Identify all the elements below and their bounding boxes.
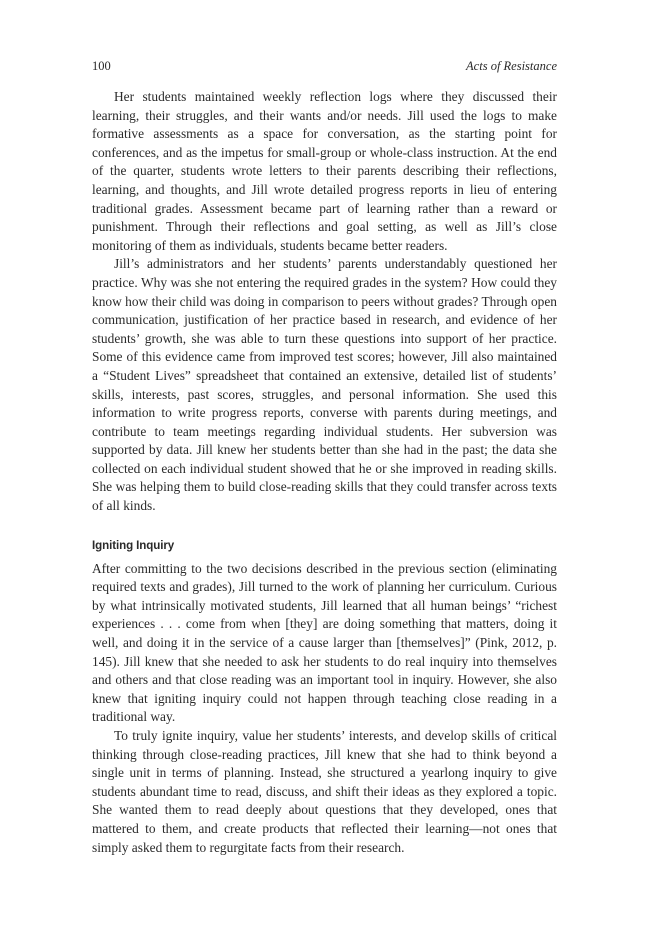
body-paragraph: After committing to the two decisions described in the previous section (eliminating required texts and grades), Jill turned to the work of planning her curriculum. Curious by what intrinsically motivated students, Jill learned that all human beings’ “richest experiences . . . come from when [they] are doing something that matters, doing it well, and doing it in the service of a cause larger than [themselves]” (Pink, 2012, p. 145). Jill knew that she needed to ask her students to do real inquiry into themselves and others and that close reading was an important tool in inquiry. However, she also knew that igniting inquiry could not happen through teaching close reading in a traditional way.: [92, 560, 557, 725]
body-paragraph: To truly ignite inquiry, value her students’ interests, and develop skills of critical thinking through close-reading practices, Jill knew that she had to think beyond a single unit in terms of planning. Instead, she structured a yearlong inquiry to give students abundant time to read, discuss, and shift their ideas as they explored a topic. She wanted them to read deeply about questions that they developed, ones that mattered to them, and create products that reflected their learning—not ones that simply asked them to regurgitate facts from their research.: [92, 728, 557, 855]
running-header: [92, 58, 557, 74]
section-heading: Igniting Inquiry: [92, 538, 175, 552]
book-title: Acts of Resistance: [466, 59, 557, 73]
body-paragraph: Her students maintained weekly reflection logs where they discussed their learning, their struggles, and their wants and/or needs. Jill used the logs to make formative assessments as a space for conversation, as the starting point for conferences, and as the impetus for small-group or whole-class instruction. At the end of the quarter, students wrote letters to their parents describing their reflections, learning, and thoughts, and Jill wrote detailed progress reports in lieu of entering traditional grades. Assessment became part of learning rather than a reward or punishment. Through their reflections and goal setting, as well as Jill’s close monitoring of them as individuals, students became better readers.: [92, 89, 557, 253]
body-paragraph: Jill’s administrators and her students’ parents understandably questioned her practice. Why was she not entering the required grades in the system? How could they know how their child was doing in comparison to peers without grades? Through open communication, justification of her practice based in research, and evidence of her students’ growth, she was able to turn these questions into support of her practice. Some of this evidence came from improved test scores; however, Jill also maintained a “Student Lives” spreadsheet that contained an extensive, detailed list of students’ skills, interests, past scores, struggles, and personal information. She used this information to write progress reports, converse with parents during meetings, and contribute to team meetings regarding individual students. Her subversion was supported by data. Jill knew her students better than she had in the past; the data she collected on each individual student showed that he or she improved in reading skills. She was helping them to build close-reading skills that they could transfer across texts of all kinds.: [92, 256, 557, 514]
book-page: [92, 58, 557, 857]
page-number: 100: [92, 59, 111, 73]
